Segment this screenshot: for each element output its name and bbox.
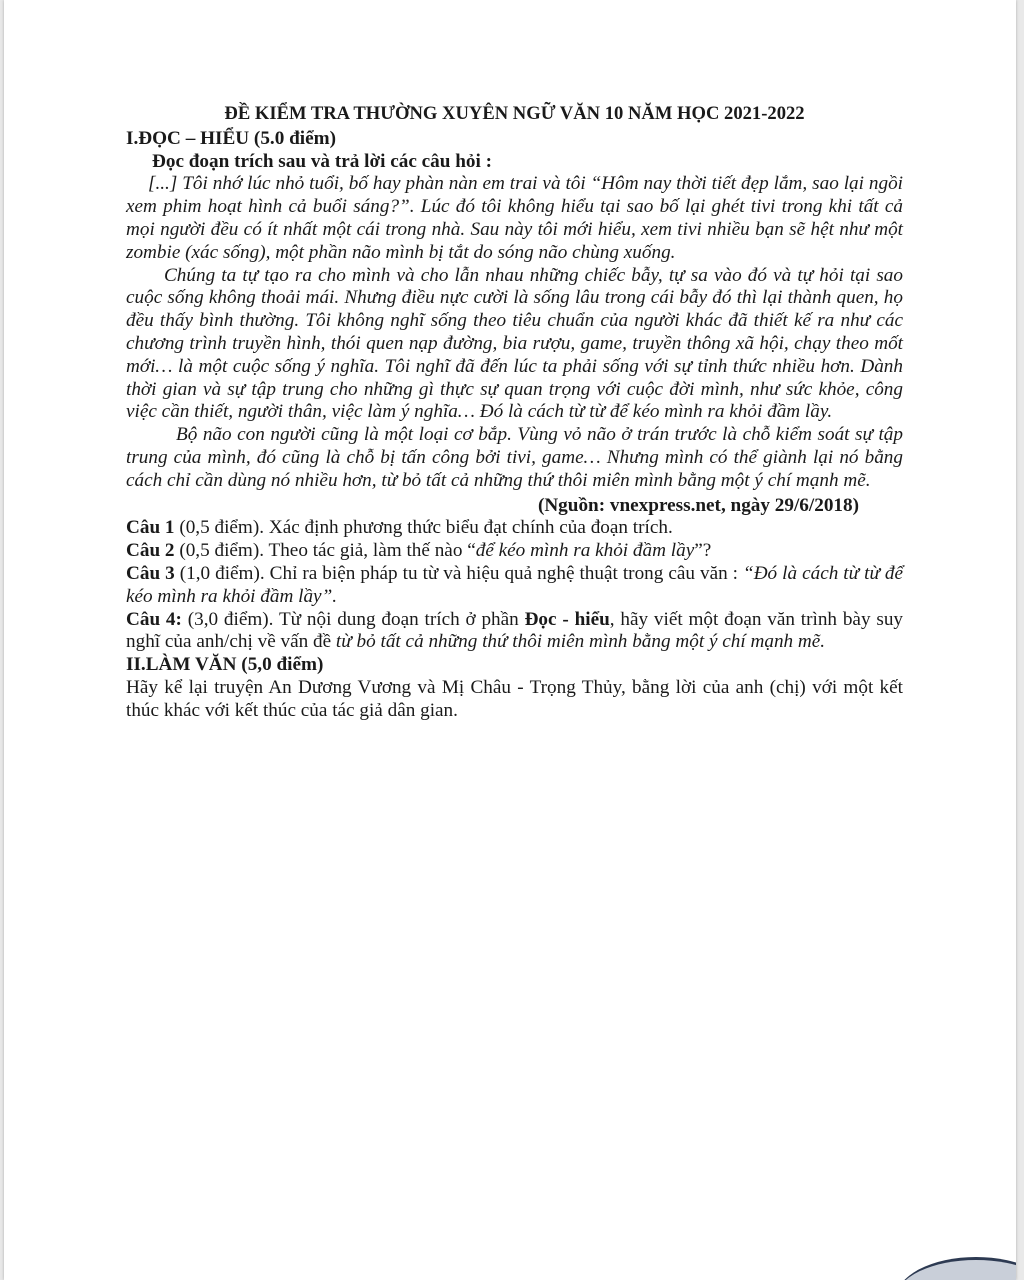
question-2-label: Câu 2	[126, 540, 175, 562]
question-2-quote: để kéo mình ra khỏi đầm lầy	[475, 540, 695, 562]
question-4-quote: từ bỏ tất cả những thứ thôi miên mình bằng một ý chí mạnh mẽ.	[335, 631, 826, 653]
question-2-end: ”?	[694, 540, 712, 562]
question-3	[126, 563, 903, 609]
question-4-text: (3,0 điểm). Từ nội dung đoạn trích ở phần	[181, 608, 525, 630]
question-1	[126, 517, 903, 540]
question-3-label: Câu 3	[126, 562, 175, 584]
question-1-label: Câu 1	[126, 517, 175, 539]
excerpt-paragraph-2: Chúng ta tự tạo ra cho mình và cho lẫn nhau những chiếc bẫy, tự sa vào đó và tự hỏi tại sao cuộc sống không thoải mái. Nhưng điều nực cười là sống lâu trong cái bẫy đó thì lại thành quen, họ đều thấy bình thường. Tôi không nghĩ sống theo tiêu chuẩn của người khác đã thiết kế ra như các chương trình truyền hình, thói quen nạp đường, bia rượu, game, truyền thông xã hội, chạy theo mốt mới… là một cuộc sống ý nghĩa. Tôi nghĩ đã đến lúc ta phải sống với sự tỉnh thức nhiều hơn. Dành thời gian và sự tập trung cho những gì thực sự quan trọng với cuộc đời mình, như sức khỏe, công việc cần thiết, người thân, việc làm ý nghĩa… Đó là cách từ từ để kéo mình ra khỏi đầm lầy.	[126, 264, 903, 423]
excerpt-paragraph-3: Bộ não con người cũng là một loại cơ bắp. Vùng vỏ não ở trán trước là chỗ kiểm soát sự tập trung của mình, đó cũng là chỗ bị tấn công bởi tivi, game… Nhưng mình có thể giành lại nó bằng cách chỉ cần dùng nó nhiều hơn, từ bỏ tất cả những thứ thôi miên mình bằng một ý chí mạnh mẽ.	[126, 424, 903, 491]
question-4	[126, 609, 903, 655]
question-3-text: (1,0 điểm). Chỉ ra biện pháp tu từ và hiệu quả nghệ thuật trong câu văn :	[174, 562, 744, 584]
reading-instruction: Đọc đoạn trích sau và trả lời các câu hỏi :	[152, 150, 492, 172]
writing-prompt: Hãy kể lại truyện An Dương Vương và Mị Châu - Trọng Thủy, bằng lời của anh (chị) với một kết thúc khác với kết thúc của tác giả dân gian.	[126, 676, 903, 721]
section1-heading: I.ĐỌC – HIỂU (5.0 điểm)	[126, 127, 336, 149]
question-2	[126, 540, 903, 563]
question-3-quote: “Đó là cách từ từ để kéo mình ra khỏi đầm lầy”.	[126, 562, 904, 607]
section2-heading: II.LÀM VĂN (5,0 điểm)	[126, 654, 324, 676]
document-content	[126, 103, 903, 723]
document-page	[4, 0, 1016, 1280]
page-curl-decoration	[896, 1257, 1016, 1280]
question-4-bold: Đọc - hiểu	[524, 608, 610, 630]
excerpt	[126, 173, 903, 492]
exam-title: ĐỀ KIỂM TRA THƯỜNG XUYÊN NGỮ VĂN 10 NĂM HỌC 2021-2022	[224, 103, 805, 124]
question-2-text: (0,5 điểm). Theo tác giả, làm thế nào “	[174, 540, 476, 562]
source-citation: (Nguồn: vnexpress.net, ngày 29/6/2018)	[537, 494, 859, 516]
question-4-label: Câu 4:	[126, 608, 182, 630]
excerpt-paragraph-1: [...] Tôi nhớ lúc nhỏ tuổi, bố hay phàn nàn em trai và tôi “Hôm nay thời tiết đẹp lắm, sao lại ngồi xem phim hoạt hình cả buổi sáng?”. Lúc đó tôi không hiểu tại sao bố lại ghét tivi trong khi tất cả mọi người đều có ít nhất một cái trong nhà. Sau này tôi mới hiểu, xem tivi nhiều bạn sẽ hệt như một zombie (xác sống), một phần não mình bị tắt do sóng não chùng xuống.	[126, 173, 903, 263]
question-1-text: (0,5 điểm). Xác định phương thức biểu đạt chính của đoạn trích.	[174, 517, 673, 539]
question-4-mid: , hãy viết một đoạn văn trình bày suy nghĩ của anh/chị về vấn đề	[126, 608, 904, 653]
